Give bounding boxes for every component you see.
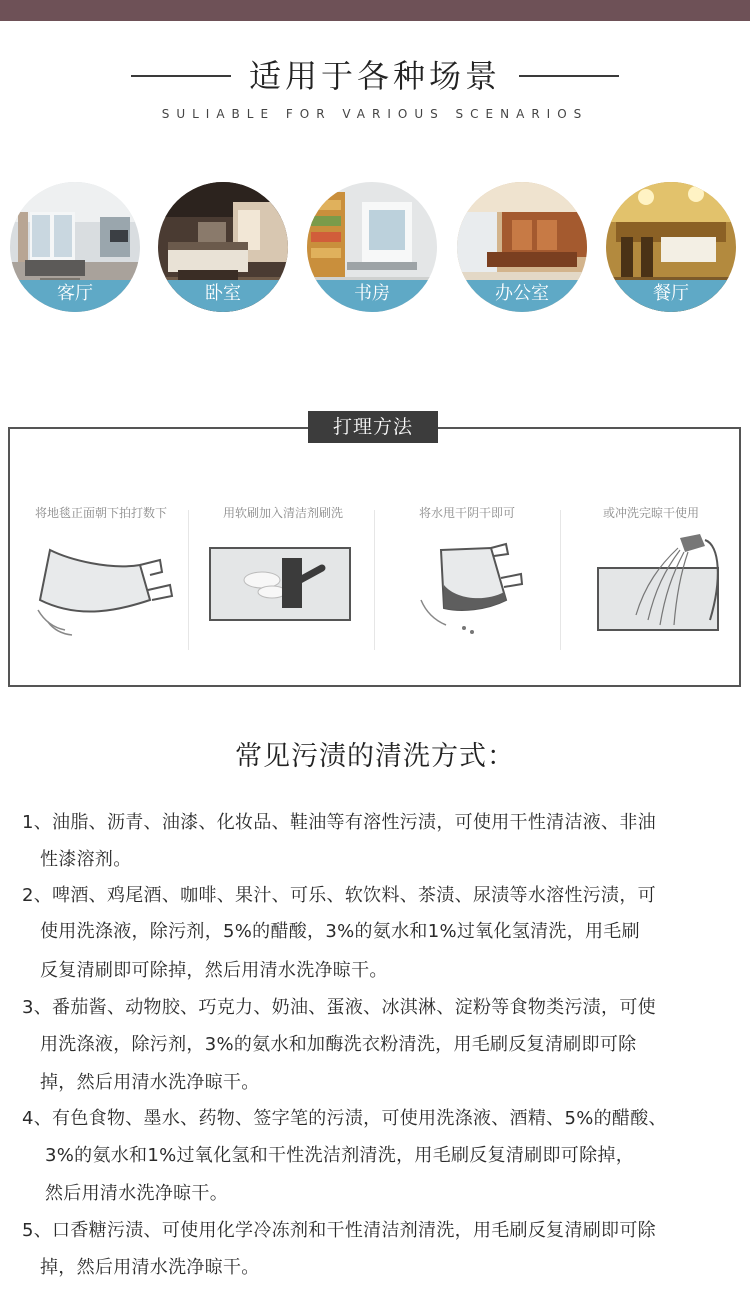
step-divider	[374, 510, 375, 650]
step-divider	[188, 510, 189, 650]
scene-restaurant	[606, 182, 736, 312]
stain-line: 使用洗涤液，除污剂，5%的醋酸，3%的氨水和1%过氧化氢清洗，用毛刷	[40, 921, 640, 942]
title-divider-right	[519, 75, 619, 77]
scene-study	[307, 182, 437, 312]
scene-label: 客厅	[10, 280, 140, 312]
shake-dry-icon	[376, 530, 558, 650]
stain-line: 掉，然后用清水洗净晾干。	[40, 1257, 260, 1278]
brush-scrub-icon	[192, 530, 374, 650]
care-step	[560, 500, 742, 650]
stain-line: 3%的氨水和1%过氧化氢和干性洗洁剂清洗，用毛刷反复清刷即可除掉，	[45, 1145, 635, 1166]
scene-office	[457, 182, 587, 312]
scene-label: 办公室	[457, 280, 587, 312]
care-method-title: 打理方法	[308, 411, 438, 443]
scene-living-room	[10, 182, 140, 312]
stain-line: 然后用清水洗净晾干。	[45, 1183, 228, 1204]
stain-line: 2、啤酒、鸡尾酒、咖啡、果汁、可乐、软饮料、茶渍、尿渍等水溶性污渍，可	[22, 885, 656, 906]
stain-cleaning-title: 常见污渍的清洗方式：	[235, 741, 515, 772]
care-step-text: 将水甩干阴干即可	[418, 506, 515, 520]
stain-line: 掉，然后用清水洗净晾干。	[40, 1072, 260, 1093]
care-step-text: 用软刷加入清洁剂刷洗	[222, 506, 343, 520]
scene-label: 卧室	[158, 280, 288, 312]
scene-bedroom	[158, 182, 288, 312]
scene-label: 餐厅	[606, 280, 736, 312]
scene-list	[10, 182, 740, 312]
care-step	[376, 500, 558, 650]
section-header	[0, 56, 750, 96]
shower-rinse-icon	[560, 530, 742, 650]
stain-line: 5、口香糖污渍、可使用化学冷冻剂和干性清洁剂清洗，用毛刷反复清刷即可除	[22, 1220, 656, 1241]
section-subtitle: SULIABLE FOR VARIOUS SCENARIOS	[161, 107, 589, 121]
carpet-flip-icon	[10, 530, 192, 650]
scene-label: 书房	[307, 280, 437, 312]
stain-line: 3、番茄酱、动物胶、巧克力、奶油、蛋液、冰淇淋、淀粉等食物类污渍，可使	[22, 997, 656, 1018]
stain-line: 1、油脂、沥青、油漆、化妆品、鞋油等有溶性污渍，可使用干性清洁液、非油	[22, 812, 656, 833]
stain-line: 反复清刷即可除掉，然后用清水洗净晾干。	[40, 960, 388, 981]
stain-line: 4、有色食物、墨水、药物、签字笔的污渍，可使用洗涤液、酒精、5%的醋酸、	[22, 1108, 667, 1129]
care-step-text: 将地毯正面朝下拍打数下	[34, 506, 167, 520]
care-step-text: 或冲洗完晾干使用	[602, 506, 699, 520]
section-title: 适用于各种场景	[248, 57, 501, 95]
top-color-bar	[0, 0, 750, 21]
care-step	[10, 500, 192, 650]
title-divider-left	[131, 75, 231, 77]
stain-line: 性漆溶剂。	[40, 849, 132, 870]
care-step	[192, 500, 374, 650]
stain-line: 用洗涤液，除污剂，3%的氨水和加酶洗衣粉清洗，用毛刷反复清刷即可除	[40, 1034, 637, 1055]
